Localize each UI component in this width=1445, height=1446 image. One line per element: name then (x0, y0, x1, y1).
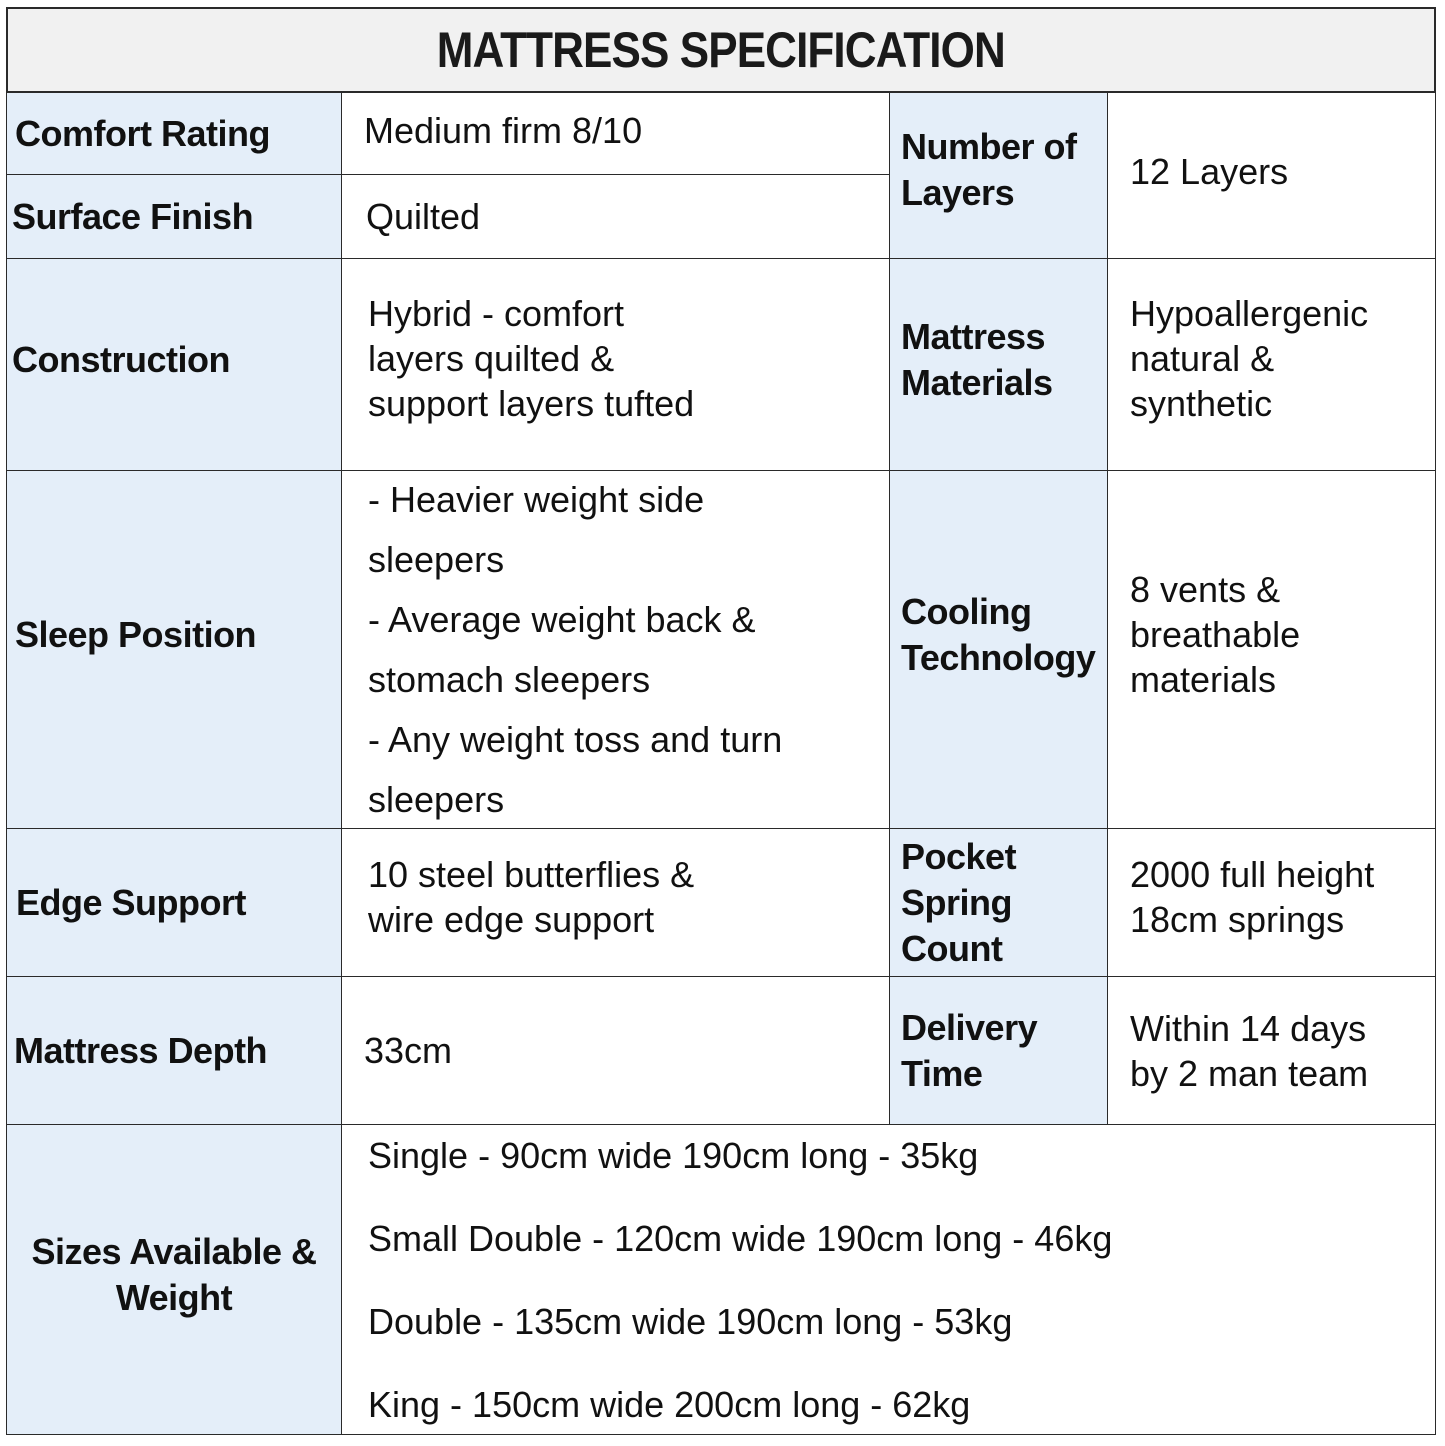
label-line: Cooling (901, 590, 1032, 632)
value-line: Hybrid - comfort (368, 293, 625, 334)
value-line: natural & (1130, 338, 1275, 379)
value-line: stomach sleepers (368, 658, 651, 700)
label-line: Count (901, 927, 1003, 969)
value-line: by 2 man team (1130, 1052, 1369, 1094)
value-line: sleepers (368, 538, 505, 580)
construction-label: Construction (7, 259, 342, 471)
value-line: Within 14 days (1130, 1007, 1367, 1049)
surface-finish-value: Quilted (342, 175, 890, 259)
label-line: Spring (901, 881, 1012, 923)
mattress-depth-label: Mattress Depth (7, 977, 342, 1125)
value-line: 18cm springs (1130, 898, 1345, 940)
surface-finish-label: Surface Finish (7, 175, 342, 259)
delivery-time-value (1108, 977, 1436, 1125)
label-line: Layers (901, 171, 1015, 213)
size-item: Small Double - 120cm wide 190cm long - 46kg (368, 1217, 1113, 1259)
label-line: Time (901, 1052, 983, 1094)
cooling-technology-value (1108, 471, 1436, 829)
label-line: Number of (901, 125, 1077, 167)
page-title: MATTRESS SPECIFICATION (436, 22, 1006, 78)
mattress-materials-value (1108, 259, 1436, 471)
size-item: Single - 90cm wide 190cm long - 35kg (368, 1134, 979, 1176)
edge-support-label: Edge Support (7, 829, 342, 977)
label-line: Materials (901, 361, 1053, 403)
size-item: Double - 135cm wide 190cm long - 53kg (368, 1300, 1013, 1342)
label-line: Delivery (901, 1006, 1038, 1048)
value-line: 8 vents & (1130, 569, 1281, 610)
sleep-position-label: Sleep Position (7, 471, 342, 829)
label-line: Technology (901, 636, 1096, 678)
value-line: 10 steel butterflies & (368, 853, 695, 895)
edge-support-value (342, 829, 890, 977)
size-item: King - 150cm wide 200cm long - 62kg (368, 1383, 971, 1425)
pocket-spring-count-value (1108, 829, 1436, 977)
mattress-materials-label (890, 259, 1108, 471)
value-line: support layers tufted (368, 383, 695, 424)
pocket-spring-count-label (890, 829, 1108, 977)
mattress-depth-value: 33cm (342, 977, 890, 1125)
comfort-rating-value: Medium firm 8/10 (342, 93, 890, 175)
sizes-label (7, 1125, 342, 1435)
value-line: - Average weight back & (368, 598, 756, 640)
value-line: - Any weight toss and turn (368, 718, 783, 760)
value-line: 2000 full height (1130, 853, 1375, 895)
construction-value (342, 259, 890, 471)
value-line: - Heavier weight side (368, 478, 705, 520)
value-line: layers quilted & (368, 338, 615, 379)
label-line: Weight (115, 1276, 233, 1318)
value-line: breathable (1130, 614, 1301, 655)
number-of-layers-label (890, 93, 1108, 259)
label-line: Sizes Available & (31, 1230, 317, 1272)
title-bar (6, 7, 1436, 93)
comfort-rating-label: Comfort Rating (7, 93, 342, 175)
label-line: Pocket (901, 835, 1017, 877)
label-line: Mattress (901, 315, 1046, 357)
cooling-technology-label (890, 471, 1108, 829)
value-line: materials (1130, 659, 1277, 700)
value-line: Hypoallergenic (1130, 293, 1369, 334)
value-line: sleepers (368, 778, 505, 820)
sizes-value (342, 1125, 1436, 1435)
value-line: synthetic (1130, 383, 1273, 424)
sleep-position-value (342, 471, 890, 829)
value-line: wire edge support (368, 898, 655, 940)
number-of-layers-value: 12 Layers (1108, 93, 1436, 259)
delivery-time-label (890, 977, 1108, 1125)
